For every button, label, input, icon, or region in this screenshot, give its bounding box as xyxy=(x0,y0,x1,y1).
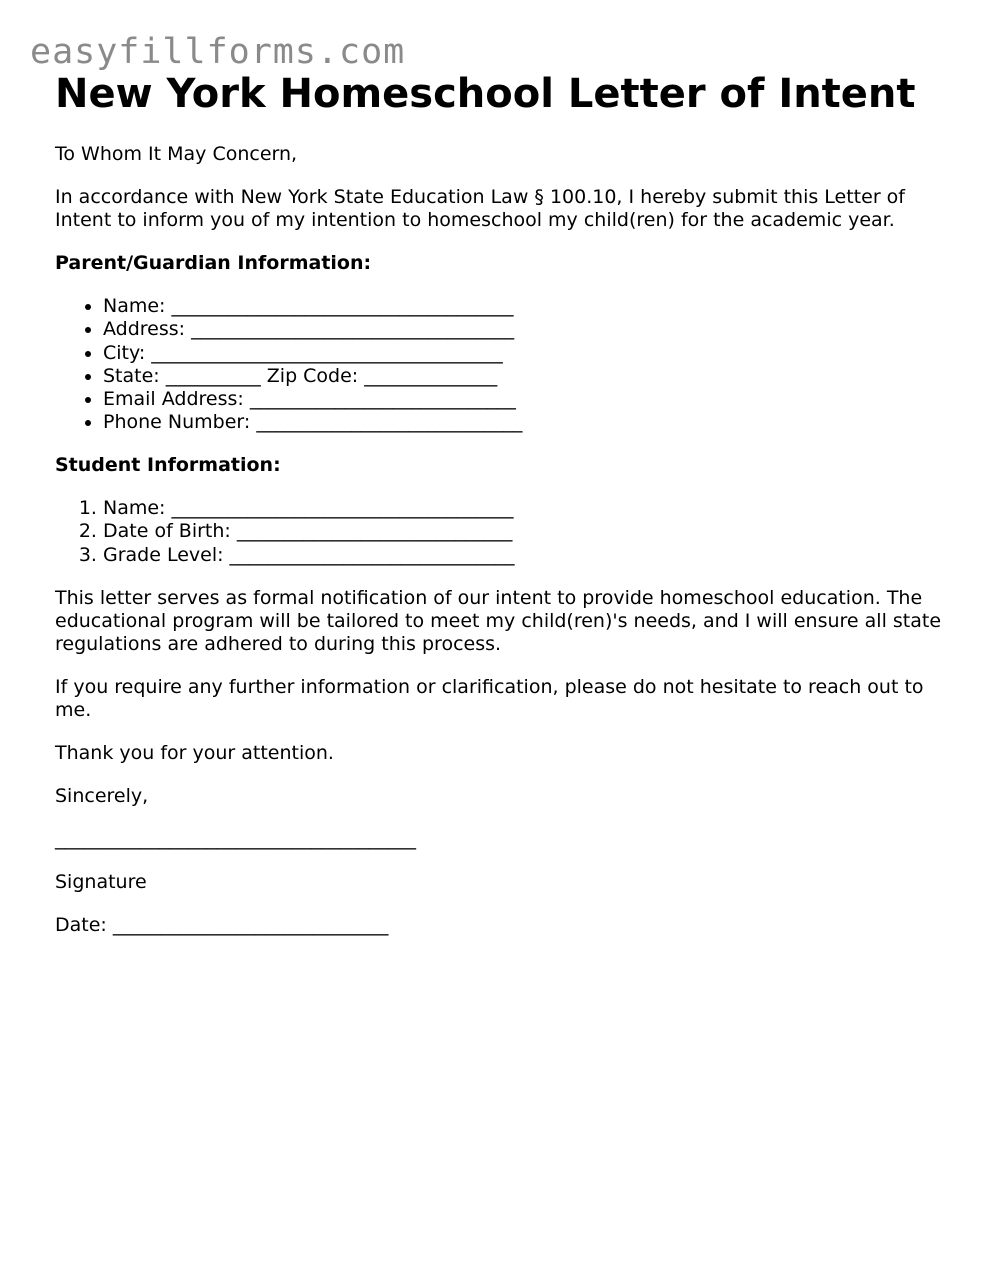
salutation: To Whom It May Concern, xyxy=(55,143,298,165)
page-title: New York Homeschool Letter of Intent xyxy=(55,71,916,117)
parent-city-field[interactable]: • City: _____________________________________ xyxy=(103,342,945,365)
intro-paragraph: In accordance with New York State Education Law § 100.10, I hereby submit this Letter of Intent to inform you of my intention to homeschool my child(ren) for the academic year. xyxy=(55,186,905,232)
closing-line: Sincerely, xyxy=(55,785,149,808)
parent-state-zip-field[interactable]: • State: __________ Zip Code: ______________ xyxy=(103,365,945,388)
contact-paragraph: If you require any further information or clarification, please do not hesitate to reach out to me. xyxy=(55,676,924,722)
watermark: easyfillforms.com xyxy=(30,32,406,72)
student-dob-field[interactable]: 2. Date of Birth: _____________________________ xyxy=(103,520,945,543)
notification-paragraph: This letter serves as formal notification of our intent to provide homeschool education. The educational program will be tailored to meet my child(ren)'s needs, and I will ensure all state regulations are adhered to during this process. xyxy=(55,586,942,656)
parent-email-field[interactable]: • Email Address: ____________________________ xyxy=(103,388,945,411)
letter-body xyxy=(55,143,945,957)
parent-name-field[interactable]: • Name: ____________________________________ xyxy=(103,295,945,318)
parent-address-field[interactable]: • Address: __________________________________ xyxy=(103,318,945,341)
parent-section-heading: Parent/Guardian Information: xyxy=(55,252,372,275)
student-grade-field[interactable]: 3. Grade Level: ______________________________ xyxy=(103,544,945,567)
student-section-heading: Student Information: xyxy=(55,454,281,477)
parent-field-list xyxy=(55,295,945,434)
student-name-field[interactable]: 1. Name: ____________________________________ xyxy=(103,497,945,520)
signature-label: Signature xyxy=(55,871,147,894)
date-field[interactable]: Date: _____________________________ xyxy=(55,914,389,937)
parent-phone-field[interactable]: • Phone Number: ____________________________ xyxy=(103,411,945,434)
thanks-line: Thank you for your attention. xyxy=(55,742,334,765)
signature-line[interactable]: ______________________________________ xyxy=(55,828,416,851)
student-field-list xyxy=(55,497,945,567)
